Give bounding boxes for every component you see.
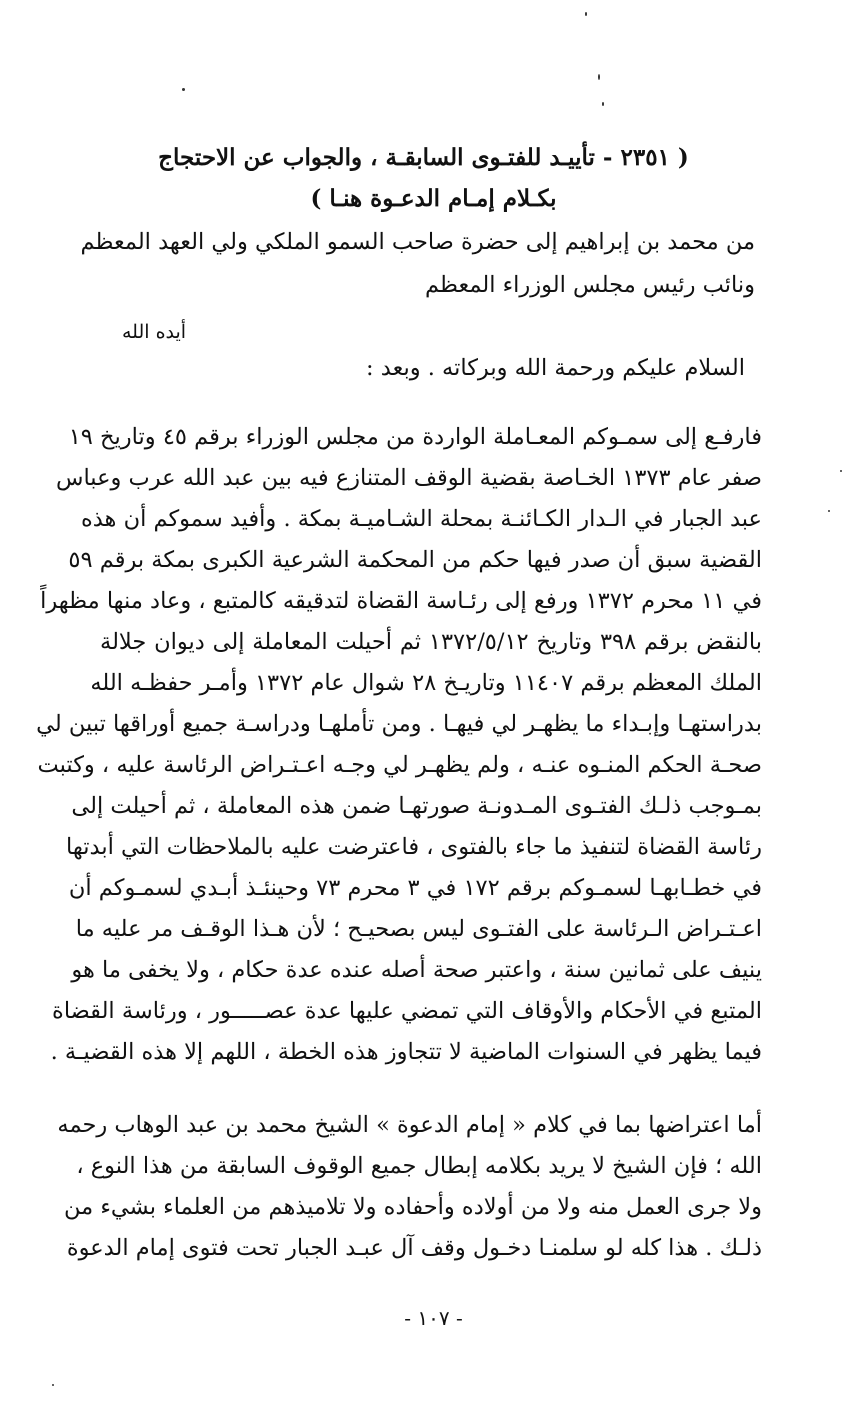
heading-line-2: بكـلام إمـام الدعـوة هنـا ) [310, 185, 557, 212]
scan-speck [182, 88, 185, 91]
paragraph-1-line: اعـتـراض الـرئاسة على الفتـوى ليس بصحيـح ؛ لأن هـذا الوقـف مر عليه ما [75, 916, 762, 942]
paragraph-2-line: الله ؛ فإن الشيخ لا يريد بكلامه إبطال جميع الوقوف السابقة من هذا النوع ، [76, 1153, 762, 1179]
address-line-2: ونائب رئيس مجلس الوزراء المعظم [425, 272, 755, 298]
greeting: السلام عليكم ورحمة الله وبركاته . وبعد : [366, 355, 745, 381]
paragraph-1-line: رئاسة القضاة لتنفيذ ما جاء بالفتوى ، فاعترضت عليه بالملاحظات التي أبدتها [66, 834, 762, 860]
heading-line-1: ( ٢٣٥١ - تأييـد للفتـوى السابقـة ، والجواب عن الاحتجاج [158, 144, 689, 171]
paragraph-1-line: فيما يظهر في السنوات الماضية لا تتجاوز هذه الخطة ، اللهم إلا هذه القضيـة . [50, 1039, 762, 1065]
scan-speck [598, 74, 600, 80]
paragraph-1-line: بمـوجب ذلـك الفتـوى المـدونـة صورتهـا ضمن هذه المعاملة ، ثم أحيلت إلى [71, 793, 762, 819]
paragraph-1-line: صحـة الحكم المنـوه عنـه ، ولم يظهـر لي وجـه اعـتـراض الرئاسة عليه ، وكتبت [37, 752, 762, 778]
scan-speck [52, 1384, 54, 1386]
scan-speck [602, 102, 604, 106]
paragraph-1-line: الملك المعظم برقم ١١٤٠٧ وتاريـخ ٢٨ شوال عام ١٣٧٢ وأمـر حفظـه الله [90, 670, 762, 696]
paragraph-1-line: في ١١ محرم ١٣٧٢ ورفع إلى رئـاسة القضاة لتدقيقه كالمتبع ، وعاد منها مظهراً [40, 588, 762, 614]
paragraph-1-line: بالنقض برقم ٣٩٨ وتاريخ ١٣٧٢/٥/١٢ ثم أحيلت المعاملة إلى ديوان جلالة [100, 629, 762, 655]
paragraph-1-line: عبد الجبار في الـدار الكـائنـة بمحلة الشـاميـة بمكة . وأفيد سموكم أن هذه [80, 506, 762, 532]
paragraph-1-line: ينيف على ثمانين سنة ، واعتبر صحة أصله عنده عدة حكام ، ولا يخفى ما هو [71, 957, 762, 983]
page-number: - ١٠٧ - [404, 1306, 463, 1330]
paragraph-1-line: في خطـابهـا لسمـوكم برقم ١٧٢ في ٣ محرم ٧٣ وحينئـذ أبـدي لسمـوكم أن [68, 875, 762, 901]
paragraph-2-line: أما اعتراضها بما في كلام « إمام الدعوة » الشيخ محمد بن عبد الوهاب رحمه [57, 1112, 762, 1138]
paragraph-2-line: ولا جرى العمل منه ولا من أولاده وأحفاده ولا تلاميذهم من العلماء بشيء من [64, 1194, 762, 1220]
paragraph-1-line: المتبع في الأحكام والأوقاف التي تمضي عليها عدة عصـــــور ، ورئاسة القضاة [52, 998, 762, 1024]
address-line-1: من محمد بن إبراهيم إلى حضرة صاحب السمو الملكي ولي العهد المعظم [80, 229, 755, 255]
paragraph-1-line: صفر عام ١٣٧٣ الخـاصة بقضية الوقف المتنازع فيه بين عبد الله عرب وعباس [55, 465, 762, 491]
paragraph-1-line: فارفـع إلى سمـوكم المعـاملة الواردة من مجلس الوزراء برقم ٤٥ وتاريخ ١٩ [68, 424, 762, 450]
paragraph-1-line: بدراستهـا وإبـداء ما يظهـر لي فيهـا . ومن تأملهـا ودراسـة جميع أوراقها تبين لي [36, 711, 762, 737]
scan-speck [828, 510, 830, 512]
scan-speck [840, 470, 842, 472]
paragraph-1-line: القضية سبق أن صدر فيها حكم من المحكمة الشرعية الكبرى بمكة برقم ٥٩ [68, 547, 762, 573]
paragraph-2-line: ذلـك . هذا كله لو سلمنـا دخـول وقف آل عبـد الجبار تحت فتوى إمام الدعوة [66, 1235, 762, 1261]
blessing: أيده الله [122, 321, 187, 343]
scan-speck [585, 12, 587, 16]
